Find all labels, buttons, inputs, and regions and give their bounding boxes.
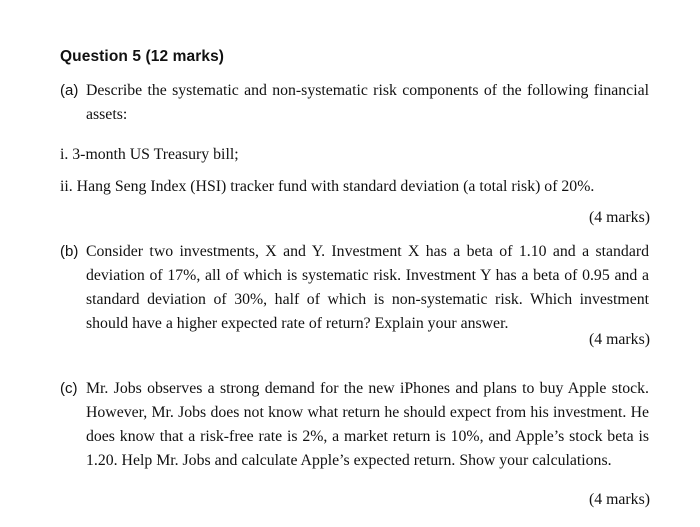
part-a-item-2: ii. Hang Seng Index (HSI) tracker fund with standard deviation (a total risk) of 20%.: [60, 178, 595, 195]
part-a-text: Describe the systematic and non-systematic risk components of the following financial assets:: [86, 82, 649, 123]
question-title: Question 5 (12 marks): [60, 48, 225, 65]
part-b-text: Consider two investments, X and Y. Investment X has a beta of 1.10 and a standard deviation of 17%, all of which is systematic risk. Investment Y has a beta of 0.95 and a standard deviation of 30%, half of which is non-systematic risk. Which investment should have a higher expected rate of return? Explain your answer.: [86, 243, 649, 332]
part-c-text: Mr. Jobs observes a strong demand for the new iPhones and plans to buy Apple stock. However, Mr. Jobs does not know what return he should expect from his investment. He does know that a risk-free rate is 2%, a market return is 10%, and Apple’s stock beta is 1.20. Help Mr. Jobs and calculate Apple’s expected return. Show your calculations.: [86, 380, 649, 469]
part-a-item-1: i. 3-month US Treasury bill;: [60, 146, 239, 163]
part-b-label: (b): [60, 243, 79, 260]
part-b-marks: (4 marks): [589, 331, 650, 348]
part-a-label: (a): [60, 82, 79, 99]
part-c-label: (c): [60, 380, 78, 397]
part-a-marks: (4 marks): [589, 209, 650, 226]
part-c-marks: (4 marks): [589, 491, 650, 508]
